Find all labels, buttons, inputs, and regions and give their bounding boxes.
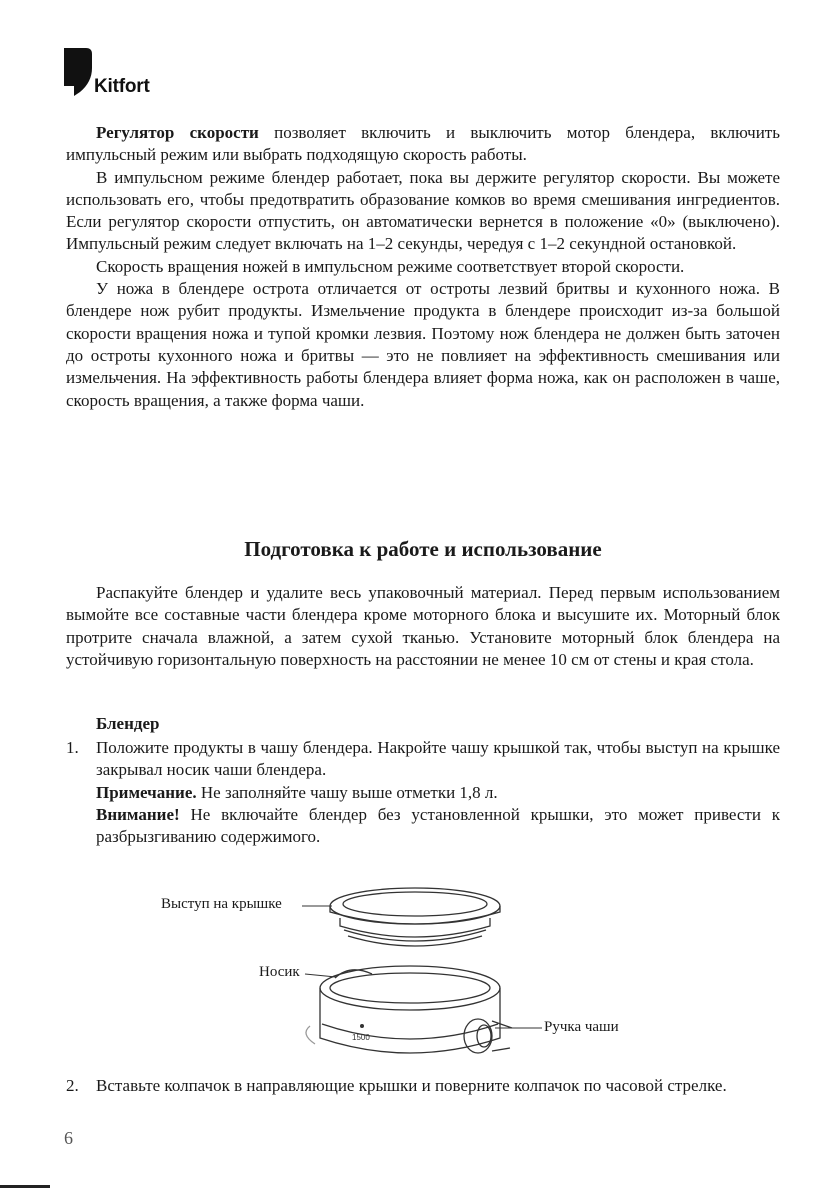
step-2: [66, 1075, 780, 1097]
blender-subheading: Блендер: [96, 714, 160, 733]
warning-text: Не включайте блендер без установленной крышки, это может привести к разбрызгиванию содержимого.: [96, 804, 780, 847]
page-number: 6: [64, 1128, 73, 1148]
prep-paragraph: Распакуйте блендер и удалите весь упаковочный материал. Перед первым использованием вымойте все составные части блендера кроме моторного блока и высушите их. Моторный блок протрите сначала влажной, а затем сухой тканью. Установите моторный блок блендера на устойчивую горизонтальную поверхность на расстоянии не менее 10 см от стены и края стола.: [66, 583, 780, 669]
step-1: [66, 737, 780, 848]
step-number: 1.: [66, 738, 79, 757]
speed-text: позволяет включить и выключить мотор блендера, включить импульсный режим или выбрать подходящую скорость работы.: [66, 123, 780, 165]
section-heading: Подготовка к работе и использование: [244, 537, 602, 561]
bottom-rule: [0, 1185, 50, 1188]
prep-text: [66, 582, 780, 671]
step-text: Положите продукты в чашу блендера. Накройте чашу крышкой так, чтобы выступ на крышке закрывал носик чаши блендера.: [96, 738, 780, 780]
note-line: [96, 782, 780, 804]
callout-lid-tab: Выступ на крышке: [161, 896, 282, 912]
kitfort-logo: [64, 48, 174, 100]
rotation-paragraph: Скорость вращения ножей в импульсном режиме соответствует второй скорости.: [96, 256, 685, 276]
note-text: Не заполняйте чашу выше отметки 1,8 л.: [196, 782, 498, 802]
warning-line: [96, 804, 780, 849]
brand-name: Kitfort: [94, 76, 150, 97]
callout-spout: Носик: [259, 964, 300, 980]
knife-paragraph: У ножа в блендере острота отличается от остроты лезвий бритвы и кухонного ножа. В блендере нож рубит продукты. Измельчение продукта в блендере происходит из-за большой скорости вращения ножа и тупой кромки лезвия. Поэтому нож блендера не должен быть заточен до остроты кухонного ножа и бритвы — это не повлияет на эффективность смешивания или измельчения. На эффективность работы блендера влияет форма ножа, как он расположен в чаше, скорость вращения, а также форма чаши.: [66, 279, 780, 410]
note-label: Примечание.: [96, 782, 197, 802]
warning-label: Внимание!: [96, 804, 180, 824]
pulse-paragraph: В импульсном режиме блендер работает, пока вы держите регулятор скорости. Вы можете использовать его, чтобы предотвратить образование комков во время смешивания ингредиентов. Если регулятор скорости отпустить, он автоматически вернется в положение «0» (выключено). Импульсный режим следует включать на 1–2 секунды, чередуя с 1–2 секундной остановкой.: [66, 167, 780, 254]
step-number: 2.: [66, 1076, 79, 1095]
speed-paragraph: [66, 122, 780, 167]
kitfort-logo-mark-icon: [64, 48, 92, 96]
blender-jar-figure: [150, 878, 650, 1068]
capacity-mark: 1500: [352, 1033, 370, 1042]
speed-term: Регулятор скорости: [96, 123, 259, 142]
callout-handle: Ручка чаши: [544, 1019, 619, 1035]
intro-text: [66, 122, 780, 412]
step-text: Вставьте колпачок в направляющие крышки и поверните колпачок по часовой стрелке.: [96, 1076, 727, 1095]
